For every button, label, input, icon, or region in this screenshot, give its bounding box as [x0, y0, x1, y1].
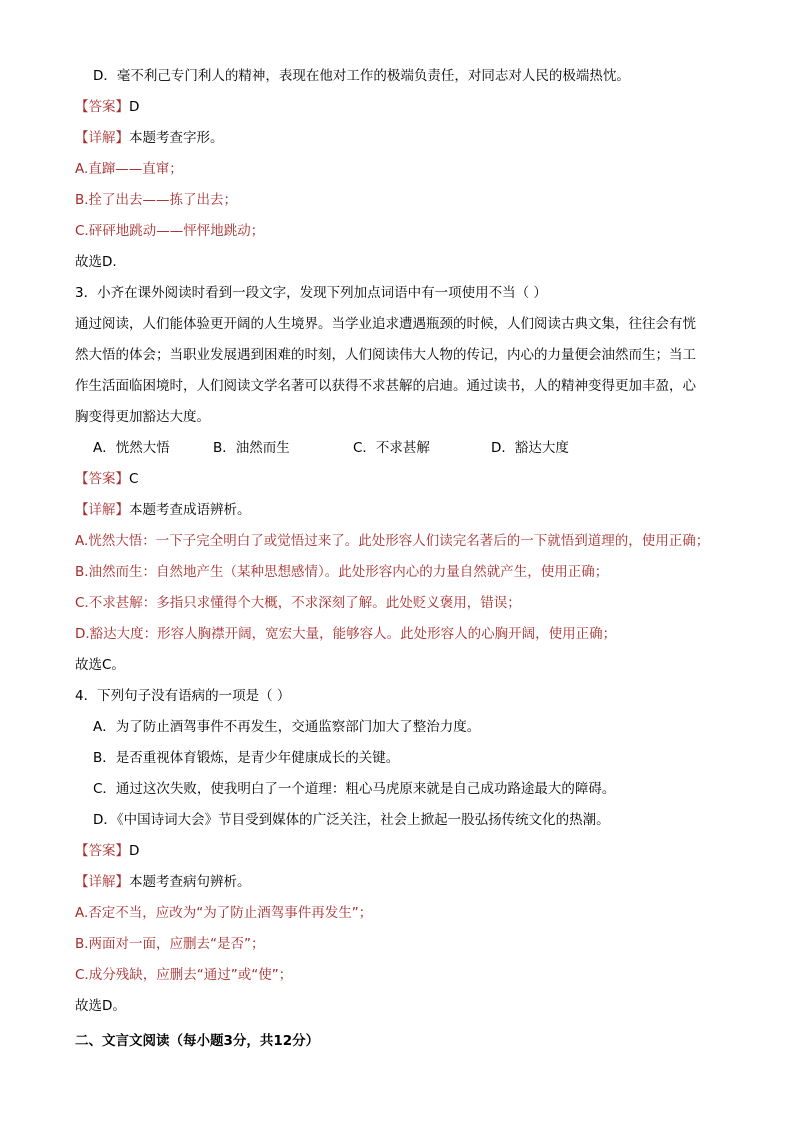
answer-label: 【答案】	[75, 99, 129, 115]
q4-explain-c: C.成分残缺，应删去“通过”或“使”；	[75, 967, 293, 983]
explain-label: 【详解】	[75, 502, 129, 518]
q3-option-b: B．油然而生	[213, 440, 290, 456]
q3-explain-a: A.恍然大悟：一下子完全明白了或觉悟过来了。此处形容人们读完名著后的一下就悟到道理的，使用正确；	[75, 533, 710, 549]
answer-value: D	[129, 99, 140, 115]
explain-text: 本题考查字形。	[129, 130, 224, 146]
q4-explain	[75, 872, 251, 892]
q3-passage-line-3: 作生活面临困境时，人们阅读文学名著可以获得不求甚解的启迪。通过读书，人的精神变得更加丰盈，心	[75, 378, 696, 394]
q4-option-b: B．是否重视体育锻炼，是青少年健康成长的关键。	[93, 750, 400, 766]
q2-conclusion: 故选D.	[75, 254, 117, 270]
explain-text: 本题考查病句辨析。	[129, 874, 251, 890]
q2-explain	[75, 128, 224, 148]
q4-conclusion: 故选D。	[75, 998, 126, 1014]
q4-answer	[75, 841, 139, 861]
explain-label: 【详解】	[75, 874, 129, 890]
q3-explain-d: D.豁达大度：形容人胸襟开阔，宽宏大量，能够容人。此处形容人的心胸开阔，使用正确；	[75, 626, 617, 642]
answer-label: 【答案】	[75, 471, 129, 487]
answer-label: 【答案】	[75, 843, 129, 859]
q3-conclusion: 故选C。	[75, 657, 125, 673]
q3-passage-line-4: 胸变得更加豁达大度。	[75, 409, 210, 425]
q3-stem: 3．小齐在课外阅读时看到一段文字，发现下列加点词语中有一项使用不当（ ）	[75, 285, 547, 301]
q3-explain-b: B.油然而生：自然地产生（某种思想感情）。此处形容内心的力量自然就产生，使用正确；	[75, 564, 609, 580]
q4-stem: 4．下列句子没有语病的一项是（ ）	[75, 688, 291, 704]
q3-passage-line-1: 通过阅读，人们能体验更开阔的人生境界。当学业追求遭遇瓶颈的时候，人们阅读古典文集，往往会有恍	[75, 316, 696, 332]
q4-option-d: D．《中国诗词大会》节目受到媒体的广泛关注，社会上掀起一股弘扬传统文化的热潮。	[93, 812, 610, 828]
q2-explain-a: A.直蹿——直窜；	[75, 161, 183, 177]
answer-value: C	[129, 471, 139, 487]
q4-option-a: A．为了防止酒驾事件不再发生，交通监察部门加大了整治力度。	[93, 719, 481, 735]
q4-explain-a: A.否定不当，应改为“为了防止酒驾事件再发生”；	[75, 905, 373, 921]
q2-explain-c: C.砰砰地跳动——怦怦地跳动；	[75, 223, 265, 239]
q3-option-c: C．不求甚解	[353, 440, 430, 456]
section-heading: 二、文言文阅读（每小题3分，共12分）	[75, 1033, 320, 1049]
q4-option-c: C．通过这次失败，使我明白了一个道理：粗心马虎原来就是自己成功路途最大的障碍。	[93, 781, 616, 797]
q4-explain-b: B.两面对一面，应删去“是否”；	[75, 936, 265, 952]
explain-text: 本题考查成语辨析。	[129, 502, 251, 518]
explain-label: 【详解】	[75, 130, 129, 146]
q2-explain-b: B.拴了出去——拣了出去；	[75, 192, 238, 208]
q3-explain	[75, 500, 251, 520]
q2-option-d: D．毫不利己专门利人的精神，表现在他对工作的极端负责任，对同志对人民的极端热忱。	[93, 68, 630, 84]
q2-answer	[75, 97, 139, 117]
q3-passage-line-2: 然大悟的体会；当职业发展遇到困难的时刻，人们阅读伟大人物的传记，内心的力量便会油然而生；当工	[75, 347, 696, 363]
q3-option-d: D．豁达大度	[491, 440, 569, 456]
answer-value: D	[129, 843, 140, 859]
q3-answer	[75, 469, 138, 489]
q3-option-a: A．恍然大悟	[93, 440, 170, 456]
q3-explain-c: C.不求甚解：多指只求懂得个大概，不求深刻了解。此处贬义褒用，错误；	[75, 595, 521, 611]
